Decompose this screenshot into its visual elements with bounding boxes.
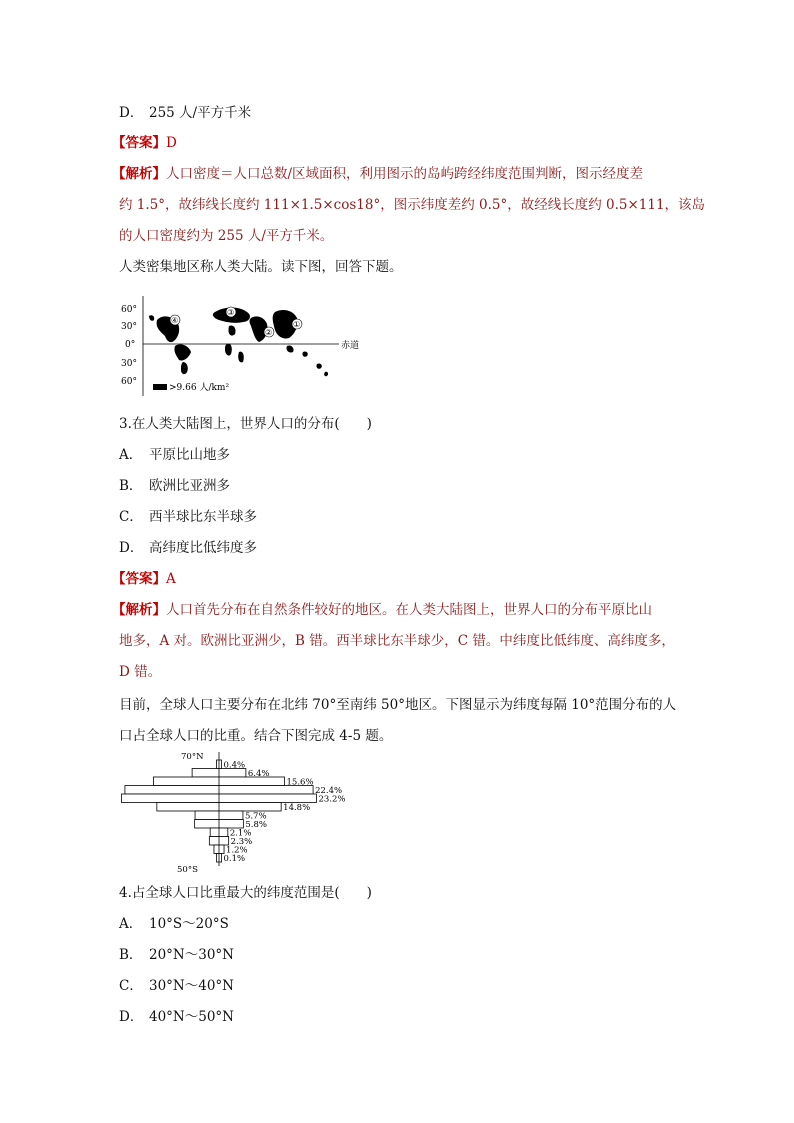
- value-label-4: 23.2%: [318, 794, 346, 805]
- value-label-11: 0.1%: [223, 854, 246, 864]
- intro-q45-line-2: 口占全球人口的比重。结合下图完成 4-5 题。: [119, 728, 393, 744]
- option-letter: A．: [119, 916, 143, 932]
- option-text: 40°N～50°N: [149, 1009, 234, 1025]
- region-number-2: ②: [265, 328, 273, 337]
- blob-africa-west: [225, 344, 232, 356]
- answer-value: A: [166, 571, 176, 587]
- option-letter: B．: [119, 478, 143, 494]
- explanation-tag: 【解析】: [112, 602, 166, 618]
- value-label-9: 2.3%: [230, 837, 253, 847]
- blob-south-america-south: [181, 362, 188, 374]
- region-number-1: ①: [293, 320, 301, 329]
- blob-south-america-north: [174, 344, 191, 360]
- explanation-text: 人口首先分布在自然条件较好的地区。在人类大陆图上，世界人口的分布平原比山: [166, 602, 652, 618]
- q3-answer: [112, 569, 176, 589]
- option-letter: D．: [119, 105, 144, 121]
- value-label-3: 22.4%: [315, 786, 343, 796]
- chart-bottom-label: 50°S: [177, 865, 198, 875]
- q4-option-d: [119, 1007, 234, 1027]
- q3-option-d: [119, 538, 257, 558]
- blob-island-2: [316, 363, 321, 368]
- intro-q45-line-1: 目前，全球人口主要分布在北纬 70°至南纬 50°地区。下图显示为纬度每隔 10°范围分布的人: [119, 697, 677, 713]
- lat-label-0: 0°: [125, 340, 136, 350]
- q3-explanation-line-1: [112, 600, 652, 620]
- value-label-5: 14.8%: [283, 803, 311, 813]
- chart-top-label: 70°N: [181, 752, 204, 762]
- q4-option-b: [119, 945, 234, 965]
- q4-option-c: [119, 976, 234, 996]
- blob-island-3: [324, 372, 328, 376]
- q2-option-d: [119, 103, 251, 123]
- q3-explanation-line-2: 地多，A 对。欧洲比亚洲少，B 错。西半球比东半球少，C 错。中纬度比低纬度、高纬度多，: [119, 633, 675, 649]
- lat-label-60s: 60°: [121, 377, 137, 387]
- q3-stem: 3.在人类大陆图上，世界人口的分布( ): [119, 416, 372, 432]
- option-text: 10°S～20°S: [149, 916, 229, 932]
- value-label-1: 6.4%: [247, 769, 270, 779]
- blob-na-small: [149, 315, 154, 321]
- blob-island-1: [302, 351, 307, 356]
- lat-label-30s: 30°: [121, 359, 137, 369]
- population-density-map: [119, 292, 360, 402]
- intro-q3: 人类密集地区称人类大陆。读下图，回答下题。: [119, 259, 403, 275]
- option-text: 255 人/平方千米: [149, 105, 252, 121]
- explanation-tag: 【解析】: [112, 166, 166, 182]
- q3-explanation-line-3: D 错。: [119, 664, 162, 680]
- option-text: 20°N～30°N: [149, 947, 234, 963]
- option-letter: C．: [119, 509, 143, 525]
- value-label-10: 1.2%: [226, 845, 248, 856]
- region-number-4: ④: [171, 316, 179, 325]
- blob-africa-east: [238, 352, 244, 363]
- blob-southeast-asia: [286, 345, 293, 352]
- answer-value: D: [166, 135, 177, 151]
- value-label-7: 5.8%: [245, 820, 267, 830]
- q3-option-a: [119, 445, 230, 465]
- lat-label-30n: 30°: [121, 322, 137, 332]
- q2-answer: [112, 133, 177, 153]
- option-letter: C．: [119, 978, 143, 994]
- legend-label: >9.66 人/km²: [169, 383, 230, 393]
- answer-tag: 【答案】: [112, 571, 166, 587]
- option-text: 欧洲比亚洲多: [149, 478, 230, 494]
- value-label-0: 0.4%: [223, 760, 246, 771]
- option-letter: A．: [119, 447, 143, 463]
- q4-stem: 4.占全球人口比重最大的纬度范围是( ): [119, 885, 372, 901]
- option-text: 平原比山地多: [149, 447, 230, 463]
- option-letter: B．: [119, 947, 143, 963]
- value-label-2: 15.6%: [286, 777, 314, 788]
- q3-option-c: [119, 507, 257, 527]
- legend-swatch: [153, 384, 167, 390]
- option-letter: D．: [119, 540, 144, 556]
- region-number-3: ③: [227, 308, 235, 317]
- option-letter: D．: [119, 1009, 144, 1025]
- q2-explanation-line-2: 约 1.5°，故纬线长度约 111×1.5×cos18°，图示纬度差约 0.5°，故经线长度约 0.5×111，该岛: [119, 197, 706, 213]
- explanation-text: 人口密度＝人口总数/区域面积，利用图示的岛屿跨经纬度范围判断，图示经度差: [166, 166, 644, 182]
- latitude-population-chart: [119, 748, 369, 876]
- lat-label-60n: 60°: [121, 305, 137, 315]
- value-label-6: 5.7%: [244, 811, 267, 822]
- blob-africa-north: [228, 325, 235, 335]
- value-label-8: 2.1%: [229, 828, 252, 839]
- option-text: 西半球比东半球多: [149, 509, 257, 525]
- option-text: 30°N～40°N: [149, 978, 234, 994]
- option-text: 高纬度比低纬度多: [149, 540, 257, 556]
- q4-option-a: [119, 914, 229, 934]
- q2-explanation-line-3: 的人口密度约为 255 人/平方千米。: [119, 228, 334, 244]
- equator-label: 赤道: [341, 341, 360, 351]
- q3-option-b: [119, 476, 230, 496]
- q2-explanation-line-1: [112, 164, 643, 184]
- answer-tag: 【答案】: [112, 135, 166, 151]
